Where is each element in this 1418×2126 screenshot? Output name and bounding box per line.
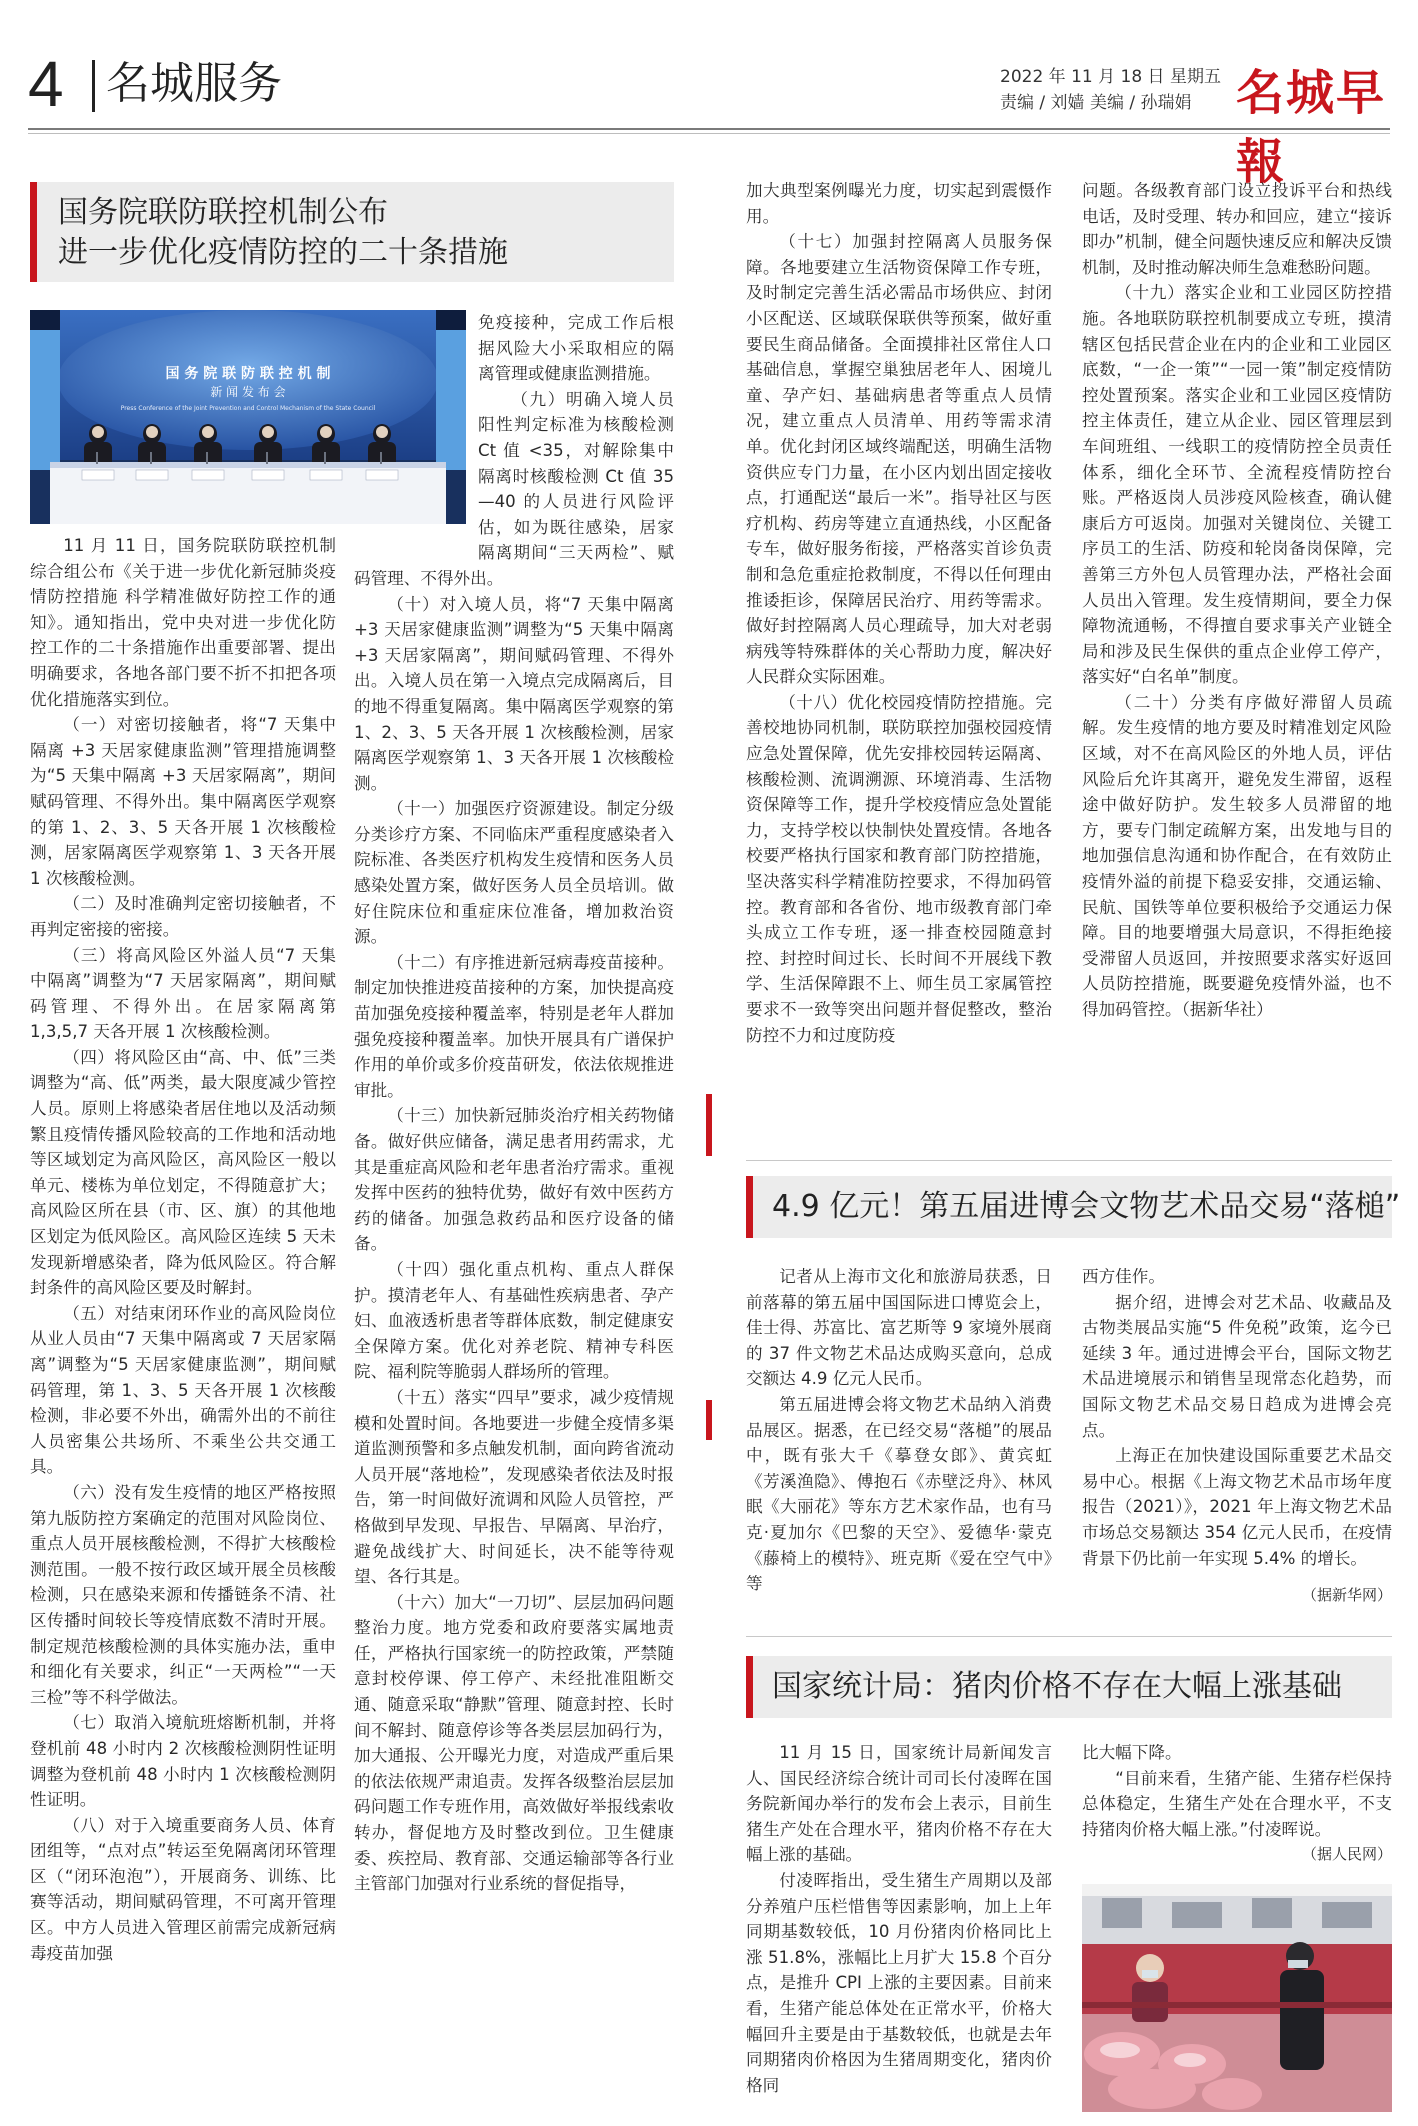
article3-top-rule: [746, 1636, 1392, 1637]
article2-title-accent: [746, 1176, 753, 1238]
article3-c1-p1: 11 月 15 日，国家统计局新闻发言人、国民经济综合统计司司长付凌晖在国务院新闻办举行的发布会上表示，目前生猪生产处在合理水平，猪肉价格不存在大幅上涨的基础。: [746, 1743, 1052, 1865]
article2-column-2: [1082, 1264, 1392, 1644]
article1-c3-p1: 加大典型案例曝光力度，切实起到震慑作用。: [746, 181, 1052, 226]
photo-banner-line1: 国 务 院 联 防 联 控 机 制: [165, 366, 331, 382]
article3-c1-p2: 付凌晖指出，受生猪生产周期以及部分养殖户压栏惜售等因素影响，加上上年同期基数较低，10 月份猪肉价格同比上涨 51.8%，涨幅比上月扩大 15.8 个百分点，是推升 CPI 上涨的主要因素。目前来看，生猪产能总体处在正常水平，价格大幅回升主要是由于基数较低，也就是去年同期猪肉价格因为生猪周期变化，猪肉价格同: [746, 1870, 1052, 2095]
article2-c1-p1: 记者从上海市文化和旅游局获悉，日前落幕的第五届中国国际进口博览会上，佳士得、苏富比、富艺斯等 9 家境外展商的 37 件文物艺术品达成购买意向，总成交额达 4.9 亿元人民币。: [746, 1267, 1052, 1389]
article3-column-2: [1082, 1740, 1392, 1880]
article2-title: 4.9 亿元！第五届进博会文物艺术品交易“落槌”: [772, 1189, 1401, 1224]
article1-title-accent: [30, 182, 37, 282]
article1-c1-p6: （五）对结束闭环作业的高风险岗位从业人员由“7 天集中隔离或 7 天居家隔离”调整为“5 天居家健康监测”，期间赋码管理，第 1、3、5 天各开展 1 次核酸检测，非必要不外出，确需外出的不前往人员密集公共场所、不乘坐公共交通工具。: [30, 1303, 336, 1477]
editors-credit: 责编 / 刘嫱 美编 / 孙瑞娟: [1000, 93, 1192, 113]
article3-title-accent: [746, 1656, 753, 1718]
photo-banner-line3: Press Conference of the Joint Prevention and Control Mechanism of the State Council: [120, 405, 376, 412]
article1-c2-p3: （十）对入境人员，将“7 天集中隔离 +3 天居家健康监测”调整为“5 天集中隔离 +3 天居家隔离”，期间赋码管理、不得外出。入境人员在第一入境点完成隔离后，目的地不得重复隔离。集中隔离医学观察的第 1、2、3、5 天各开展 1 次核酸检测，居家隔离医学观察第 1、3 天各开展 1 次核酸检测。: [354, 594, 674, 793]
article1-title-line2: 进一步优化疫情防控的二十条措施: [58, 235, 508, 270]
article1-c2-p4: （十一）加强医疗资源建设。制定分级分类诊疗方案、不同临床严重程度感染者入院标准、各类医疗机构发生疫情和医务人员感染处置方案，做好医务人员全员培训。做好住院床位和重症床位准备，增加救治资源。: [354, 799, 674, 947]
article1-c4-p1: 问题。各级教育部门设立投诉平台和热线电话，及时受理、转办和回应，建立“接诉即办”机制，健全问题快速反应和解决反馈机制，及时推动解决师生急难愁盼问题。: [1082, 181, 1392, 277]
page-number: 4: [28, 48, 64, 120]
article1-c2-p2: （九）明确入境人员阳性判定标准为核酸检测 Ct 值 <35，对解除集中隔离时核酸检测 Ct 值 35—40 的人员进行风险评估，如为既往感染，居家隔离期间“三天两检”、赋码管理、不得外出。: [354, 389, 674, 588]
article1-c1-p5: （四）将风险区由“高、中、低”三类调整为“高、低”两类，最大限度减少管控人员。原则上将感染者居住地以及活动频繁且疫情传播风险较高的工作地和活动地等区域划定为高风险区，高风险区一般以单元、楼栋为单位划定，不得随意扩大；高风险区所在县（市、区、旗）的其他地区划定为低风险区。高风险区连续 5 天未发现新增感染者，降为低风险区。符合解封条件的高风险区要及时解封。: [30, 1047, 336, 1298]
article1-c1-p4: （三）将高风险区外溢人员“7 天集中隔离”调整为“7 天居家隔离”，期间赋码管理、不得外出。在居家隔离第 1,3,5,7 天各开展 1 次核酸检测。: [30, 945, 336, 1042]
article1-c4-p2: （十九）落实企业和工业园区防控措施。各地联防联控机制要成立专班，摸清辖区包括民营企业在内的企业和工业园区底数，“一企一策”“一园一策”制定疫情防控处置预案。落实企业和工业园区疫情防控主体责任，建立从企业、园区管理层到车间班组、一线职工的疫情防控全员责任体系，细化全环节、全流程疫情防控台账。严格返岗人员涉疫风险核查，确认健康后方可返岗。加强对关键岗位、关键工序员工的生活、防疫和轮岗备岗保障，完善第三方外包人员管理办法，严格社会面人员出入管理。发生疫情期间，要全力保障物流通畅，不得擅自要求事关产业链全局和涉及民生保供的重点企业停工停产，落实好“白名单”制度。: [1082, 283, 1392, 687]
red-margin-mark: [706, 1400, 712, 1440]
article1-c3-p3: （十八）优化校园疫情防控措施。完善校地协同机制，联防联控加强校园疫情应急处置保障，优先安排校园转运隔离、核酸检测、流调溯源、环境消毒、生活物资保障等工作，提升学校疫情应急处置能力，支持学校以快制快处置疫情。各地各校要严格执行国家和教育部门防控措施，坚决落实科学精准防控要求，不得加码管控。教育部和各省份、地市级教育部门牵头成立工作专班，逐一排查校园随意封控、封控时间过长、长时间不开展线下教学、生活保障跟不上、师生员工家属管控要求不一致等突出问题并督促整改，整治防控不力和过度防疫: [746, 692, 1052, 1045]
article1-column-3: [746, 178, 1052, 1138]
article1-c2-p7: （十四）强化重点机构、重点人群保护。摸清老年人、有基础性疾病患者、孕产妇、血液透析患者等群体底数，制定健康安全保障方案。优化对养老院、精神专科医院、福利院等脆弱人群场所的管理。: [354, 1259, 674, 1382]
article2-column-1: [746, 1264, 1052, 1644]
pork-market-photo: [1082, 1884, 1392, 2112]
article3-column-1: [746, 1740, 1052, 2121]
header-rule-thin: [28, 133, 1390, 134]
article1-c1-p3: （二）及时准确判定密切接触者，不再判定密接的密接。: [30, 894, 336, 939]
article1-c2-p1: 免疫接种，完成工作后根据风险大小采取相应的隔离管理或健康监测措施。: [478, 313, 674, 384]
issue-date: 2022 年 11 月 18 日 星期五: [1000, 67, 1221, 87]
article1-c1-p8: （七）取消入境航班熔断机制，并将登机前 48 小时内 2 次核酸检测阴性证明调整为登机前 48 小时内 1 次核酸检测阴性证明。: [30, 1713, 336, 1810]
article1-c1-p1: 11 月 11 日，国务院联防联控机制综合组公布《关于进一步优化新冠肺炎疫情防控措施 科学精准做好防控工作的通知》。通知指出，党中央对进一步优化防控工作的二十条措施作出重要部署、提出明确要求，各地各部门要不折不扣把各项优化措施落实到位。: [30, 536, 336, 709]
article1-c1-p9: （八）对于入境重要商务人员、体育团组等，“点对点”转运至免隔离闭环管理区（“闭环泡泡”），开展商务、训练、比赛等活动，期间赋码管理，不可离开管理区。中方人员进入管理区前需完成新冠病毒疫苗加强: [30, 1815, 336, 1963]
header-divider: [92, 60, 95, 112]
article2-c2-p1: 西方佳作。: [1082, 1267, 1165, 1286]
article1-column-4: [1082, 178, 1392, 1138]
photo-wrap-spacer: [354, 310, 478, 550]
article1-column-2: [354, 310, 674, 2121]
article2-c2-p3: 上海正在加快建设国际重要艺术品交易中心。根据《上海文物艺术品市场年度报告（2021）》，2021 年上海文物艺术品市场总交易额达 354 亿元人民币，在疫情背景下仍比前一年实现 5.4% 的增长。: [1082, 1446, 1392, 1568]
section-title: 名城服务: [106, 58, 282, 109]
article1-c2-p5: （十二）有序推进新冠病毒疫苗接种。制定加快推进疫苗接种的方案，加快提高疫苗加强免疫接种覆盖率，特别是老年人群加强免疫接种覆盖率。加快开展具有广谱保护作用的单价或多价疫苗研发，依法依规推进审批。: [354, 952, 674, 1100]
article1-c2-p6: （十三）加快新冠肺炎治疗相关药物储备。做好供应储备，满足患者用药需求，尤其是重症高风险和老年患者治疗需求。重视发挥中医药的独特优势，做好有效中医药方药的储备。加强急救药品和医疗设备的储备。: [354, 1106, 674, 1254]
header-rule: [28, 128, 1390, 130]
red-margin-mark: [706, 1094, 712, 1156]
photo-banner-line2: 新 闻 发 布 会: [210, 385, 286, 399]
article1-c1-p2: （一）对密切接触者，将“7 天集中隔离 +3 天居家健康监测”管理措施调整为“5 天集中隔离 +3 天居家隔离”，期间赋码管理、不得外出。集中隔离医学观察的第 1、2、3、5 天各开展 1 次核酸检测，居家隔离医学观察第 1、3 天各开展 1 次核酸检测。: [30, 715, 336, 888]
article1-c2-p8: （十五）落实“四早”要求，减少疫情规模和处置时间。各地要进一步健全疫情多渠道监测预警和多点触发机制，面向跨省流动人员开展“落地检”，发现感染者依法及时报告，第一时间做好流调和风险人员管控，严格做到早发现、早报告、早隔离、早治疗，避免战线扩大、时间延长，决不能等待观望、各行其是。: [354, 1387, 674, 1587]
article1-c1-p7: （六）没有发生疫情的地区严格按照第九版防控方案确定的范围对风险岗位、重点人员开展核酸检测，不得扩大核酸检测范围。一般不按行政区域开展全员核酸检测，只在感染来源和传播链条不清、社区传播时间较长等疫情底数不清时开展。制定规范核酸检测的具体实施办法，重申和细化有关要求，纠正“一天两检”“一天三检”等不科学做法。: [30, 1482, 336, 1707]
article2-c1-p2: 第五届进博会将文物艺术品纳入消费品展区。据悉，在已经交易“落槌”的展品中，既有张大千《摹登女郎》、黄宾虹《芳溪渔隐》、傅抱石《赤壁泛舟》、林风眠《大丽花》等东方艺术家作品，也有马克·夏加尔《巴黎的天空》、爱德华·蒙克《藤椅上的模特》、班克斯《爱在空气中》等: [746, 1394, 1052, 1594]
article1-title-line1: 国务院联防联控机制公布: [58, 195, 388, 230]
article3-c2-p2: “目前来看，生猪产能、生猪存栏保持总体稳定，生猪生产处在合理水平，不支持猪肉价格大幅上涨。”付凌晖说。: [1082, 1768, 1392, 1839]
article2-source: （据新华网）: [1301, 1586, 1392, 1605]
article1-column-1: [30, 533, 336, 2121]
article1-c4-p3: （二十）分类有序做好滞留人员疏解。发生疫情的地方要及时精准划定风险区域，对不在高风险区的外地人员，评估风险后允许其离开，避免发生滞留，返程途中做好防护。发生较多人员滞留的地方，要专门制定疏解方案，出发地与目的地加强信息沟通和协作配合，在有效防止疫情外溢的前提下稳妥安排，交通运输、民航、国铁等单位要积极给予交通运力保障。目的地要增强大局意识，不得拒绝接受滞留人员返回，并按照要求落实好返回人员防控措施，既要避免疫情外溢，也不得加码管控。（据新华社）: [1082, 692, 1392, 1019]
article1-c2-p9: （十六）加大“一刀切”、层层加码问题整治力度。地方党委和政府要落实属地责任，严格执行国家统一的防控政策，严禁随意封校停课、停工停产、未经批准阻断交通、随意采取“静默”管理、随意封控、长时间不解封、随意停诊等各类层层加码行为，加大通报、公开曝光力度，对造成严重后果的依法依规严肃追责。发挥各级整治层层加码问题工作专班作用，高效做好举报线索收转办，督促地方及时整改到位。卫生健康委、疾控局、教育部、交通运输部等各行业主管部门加强对行业系统的督促指导，: [354, 1592, 674, 1894]
article3-title: 国家统计局：猪肉价格不存在大幅上涨基础: [772, 1669, 1342, 1704]
newspaper-logo: 名城早報: [1236, 65, 1387, 190]
article3-c2-p1: 比大幅下降。: [1082, 1743, 1182, 1762]
article2-c2-p2: 据介绍，进博会对艺术品、收藏品及古物类展品实施“5 件免税”政策，迄今已延续 3 年。通过进博会平台，国际文物艺术品进境展示和销售呈现常态化趋势，而国际文物艺术品交易日趋成为进博会亮点。: [1082, 1292, 1392, 1440]
article3-source: （据人民网）: [1301, 1845, 1392, 1864]
article2-top-rule: [746, 1160, 1392, 1161]
article1-c3-p2: （十七）加强封控隔离人员服务保障。各地要建立生活物资保障工作专班，及时制定完善生活必需品市场供应、封闭小区配送、区域联保联供等预案，做好重要民生商品储备。全面摸排社区常住人口基础信息，掌握空巢独居老年人、困境儿童、孕产妇、基础病患者等重点人员情况，建立重点人员清单、用药等需求清单。优化封闭区域终端配送，明确生活物资供应专门力量，在小区内划出固定接收点，打通配送“最后一米”。指导社区与医疗机构、药房等建立直通热线，小区配备专车，做好服务衔接，严格落实首诊负责制和急危重症抢救制度，不得以任何理由推诿拒诊，保障居民治疗、用药等需求。做好封控隔离人员心理疏导，加大对老弱病残等特殊群体的关心帮助力度，解决好人民群众实际困难。: [746, 232, 1052, 687]
